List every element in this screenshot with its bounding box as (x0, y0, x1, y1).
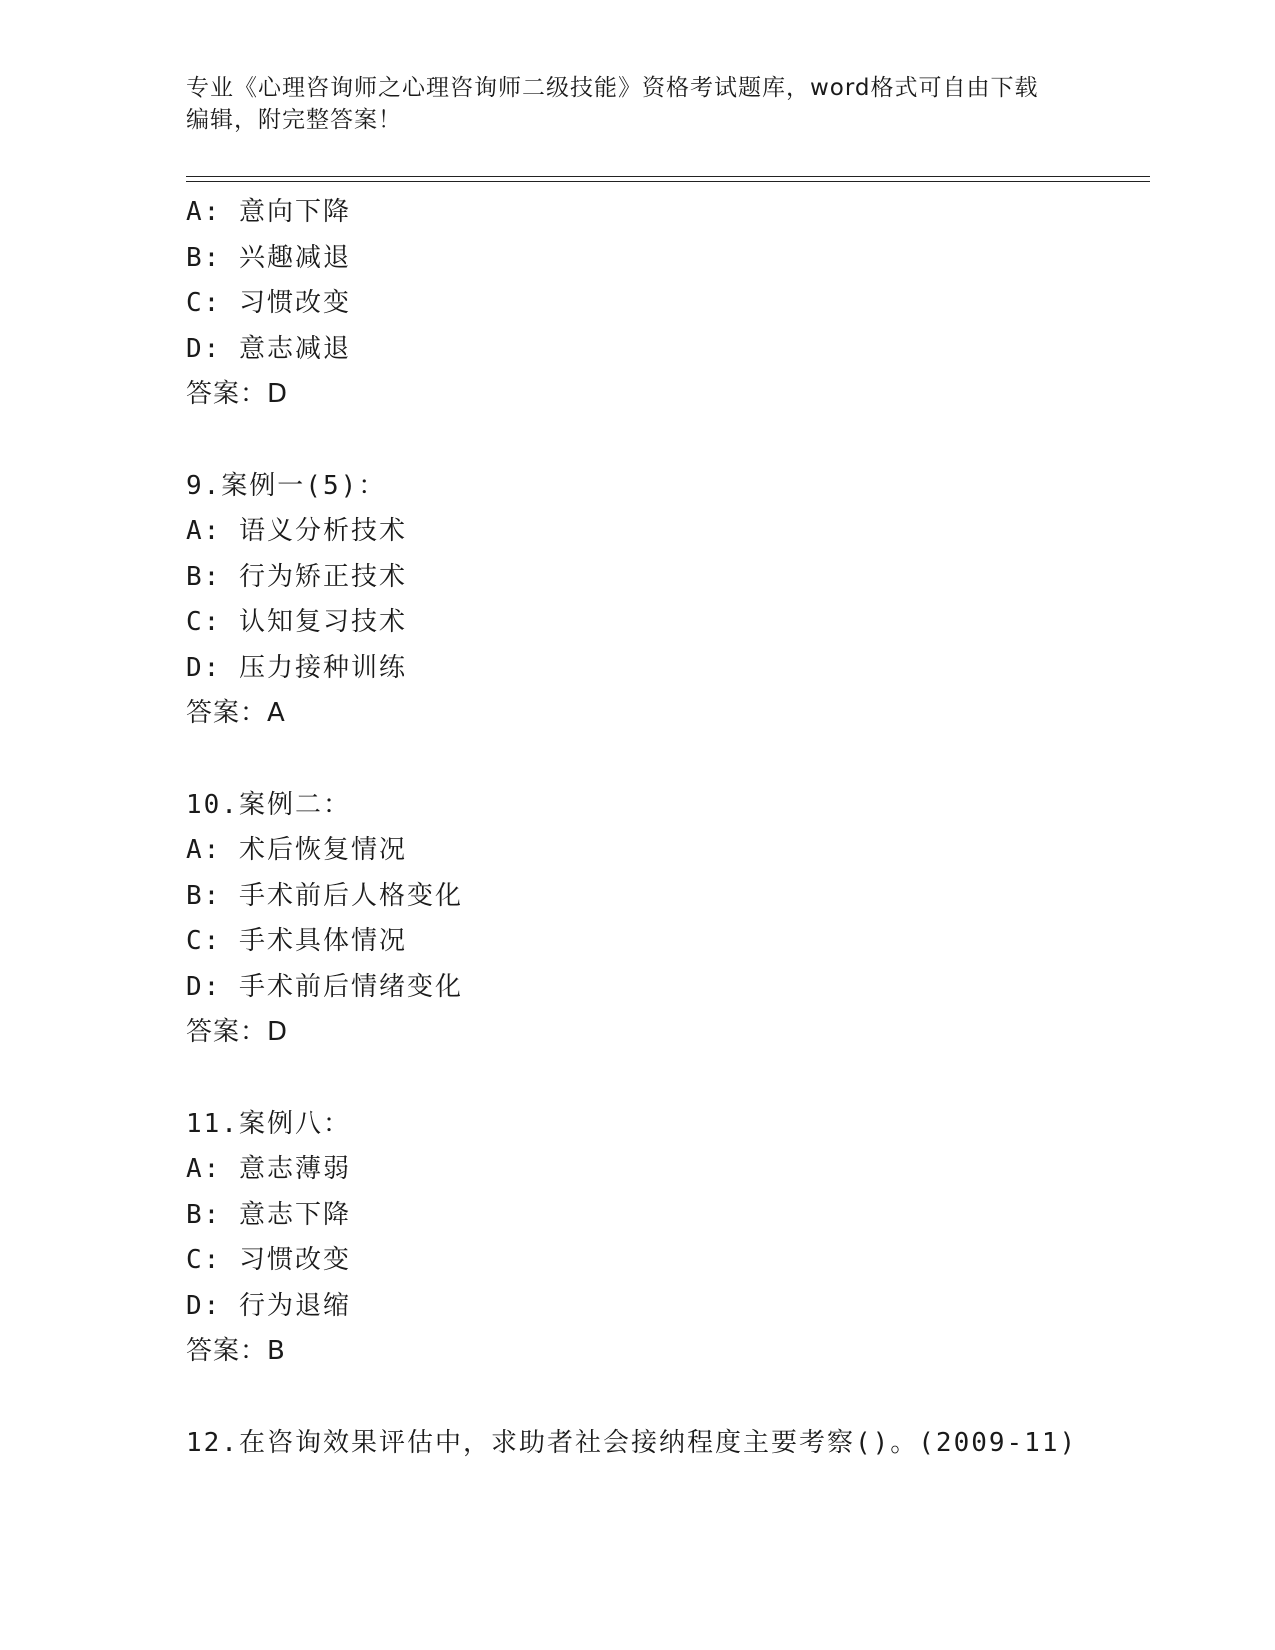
spacer (186, 418, 1150, 464)
header-divider-top (186, 176, 1150, 177)
answer-line: 答案：A (186, 698, 286, 728)
option-d: D: 压力接种训练 (186, 652, 407, 683)
answer-line: 答案：D (186, 1017, 289, 1047)
spacer (186, 1375, 1150, 1421)
option-c: C: 手术具体情况 (186, 926, 407, 956)
header-divider-bottom (186, 181, 1150, 182)
answer-line: 答案：B (186, 1336, 286, 1366)
question-title: 9.案例一(5)： (186, 470, 387, 501)
question-title: 11.案例八： (186, 1108, 351, 1139)
option-c: C: 习惯改变 (186, 1245, 351, 1275)
document-header (186, 72, 1066, 136)
option-d: D: 手术前后情绪变化 (186, 971, 463, 1002)
question-list (186, 190, 1150, 1466)
option-a: A: 意向下降 (186, 197, 351, 227)
spacer (186, 737, 1150, 783)
question-block (186, 464, 1150, 737)
option-b: B: 兴趣减退 (186, 242, 351, 273)
option-c: C: 认知复习技术 (186, 607, 407, 637)
option-a: A: 术后恢复情况 (186, 835, 407, 865)
option-d: D: 行为退缩 (186, 1290, 351, 1321)
option-a: A: 意志薄弱 (186, 1154, 351, 1184)
question-title: 12.在咨询效果评估中，求助者社会接纳程度主要考察()。(2009-11) (186, 1427, 1078, 1458)
question-block (186, 190, 1150, 418)
question-title: 10.案例二： (186, 789, 351, 820)
question-block (186, 1421, 1150, 1467)
option-b: B: 手术前后人格变化 (186, 880, 463, 911)
question-block (186, 783, 1150, 1056)
option-b: B: 行为矫正技术 (186, 561, 407, 592)
spacer (186, 1056, 1150, 1102)
header-line-2: 编辑，附完整答案！ (186, 107, 402, 133)
question-block (186, 1102, 1150, 1375)
option-b: B: 意志下降 (186, 1199, 351, 1230)
option-a: A: 语义分析技术 (186, 516, 407, 546)
answer-line: 答案：D (186, 379, 289, 409)
header-line-1: 专业《心理咨询师之心理咨询师二级技能》资格考试题库，word格式可自由下载 (186, 75, 1039, 101)
option-c: C: 习惯改变 (186, 288, 351, 318)
option-d: D: 意志减退 (186, 333, 351, 364)
